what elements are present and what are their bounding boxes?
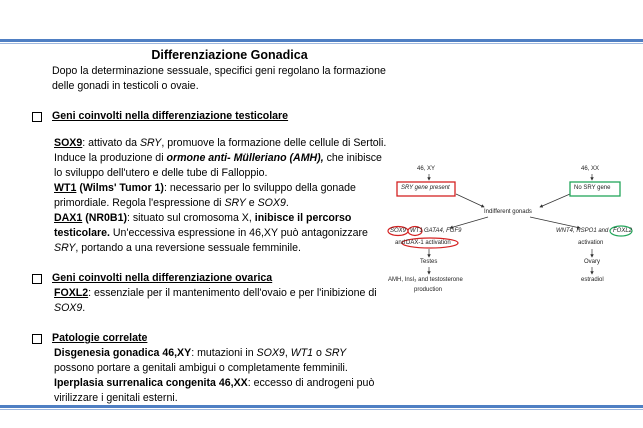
testes-label: Testes — [420, 259, 438, 265]
indifferent-label: Indifferent gonads — [484, 209, 532, 215]
gene-sox9: SOX9 — [390, 228, 407, 234]
xx-label: 46, XX — [581, 166, 600, 172]
section-heading-pathologies: Patologie correlate — [52, 331, 387, 346]
slide-content — [52, 47, 387, 406]
ovary-label: Ovary — [584, 259, 601, 265]
hyperplasia-paragraph: Iperplasia surrenalica congenita 46,XX: eccesso di androgeni può virilizzare i genitali esterni. — [54, 377, 375, 404]
gene-wnt4: WNT4, RSPO1 and — [556, 228, 609, 234]
section-heading-ovarian: Geni coinvolti nella differenziazione ovarica — [52, 271, 387, 286]
intro-text: Dopo la determinazione sessuale, specifici geni regolano la formazione delle gonadi in testicoli o ovaie. — [52, 65, 386, 92]
gene-and: and — [395, 240, 406, 246]
page-title: Differenziazione Gonadica — [151, 48, 308, 62]
dysgenesis-paragraph: Disgenesia gonadica 46,XY: mutazioni in SOX9, WT1 o SRY possono portare a genitali ambigui o completamente femminili. — [54, 347, 348, 374]
bottom-rule — [0, 409, 643, 410]
foxl2-paragraph: FOXL2: essenziale per il mantenimento dell'ovaio e per l'inibizione di SOX9. — [54, 287, 377, 314]
section-heading-testicular: Geni coinvolti nella differenziazione testicolare — [52, 109, 387, 124]
amh-label-2: production — [414, 287, 443, 293]
gene-wt1: WT1 — [410, 228, 423, 234]
amh-label: AMH, Insl₃ and testosterone — [388, 277, 463, 283]
top-rule — [0, 43, 643, 44]
estradiol-label: estradiol — [581, 277, 604, 283]
gene-gata4: GATA4, FGF9 — [424, 228, 462, 234]
sox9-paragraph: SOX9: attivato da SRY, promuove la formazione delle cellule di Sertoli. Induce la produzione di ormone anti- Mülleriano (AMH), che inibisce lo sviluppo dell'utero e delle tube di Falloppio. — [54, 137, 387, 179]
bottom-band — [0, 405, 643, 408]
top-band — [0, 39, 643, 42]
right-activation: activation — [578, 240, 604, 246]
checkbox-icon — [32, 334, 42, 344]
checkbox-icon — [32, 274, 42, 284]
wt1-paragraph: WT1 (Wilms' Tumor 1): necessario per lo sviluppo della gonade primordiale. Regola l'espressione di SRY e SOX9. — [54, 182, 356, 209]
no-sry-label: No SRY gene — [574, 185, 611, 191]
checkbox-icon — [32, 112, 42, 122]
sry-present-label: SRY gene present — [401, 185, 450, 191]
dax1-paragraph: DAX1 (NR0B1): situato sul cromosoma X, inibisce il percorso testicolare. Un'eccessiva espressione in 46,XY può antagonizzare SRY, portando a una reversione sessuale femminile. — [54, 212, 368, 254]
gene-dax1: DAX-1 activation — [406, 240, 451, 246]
gene-foxl2: FOXL2 — [613, 228, 633, 234]
gonad-differentiation-diagram — [380, 160, 640, 310]
xy-label: 46, XY — [417, 166, 436, 172]
